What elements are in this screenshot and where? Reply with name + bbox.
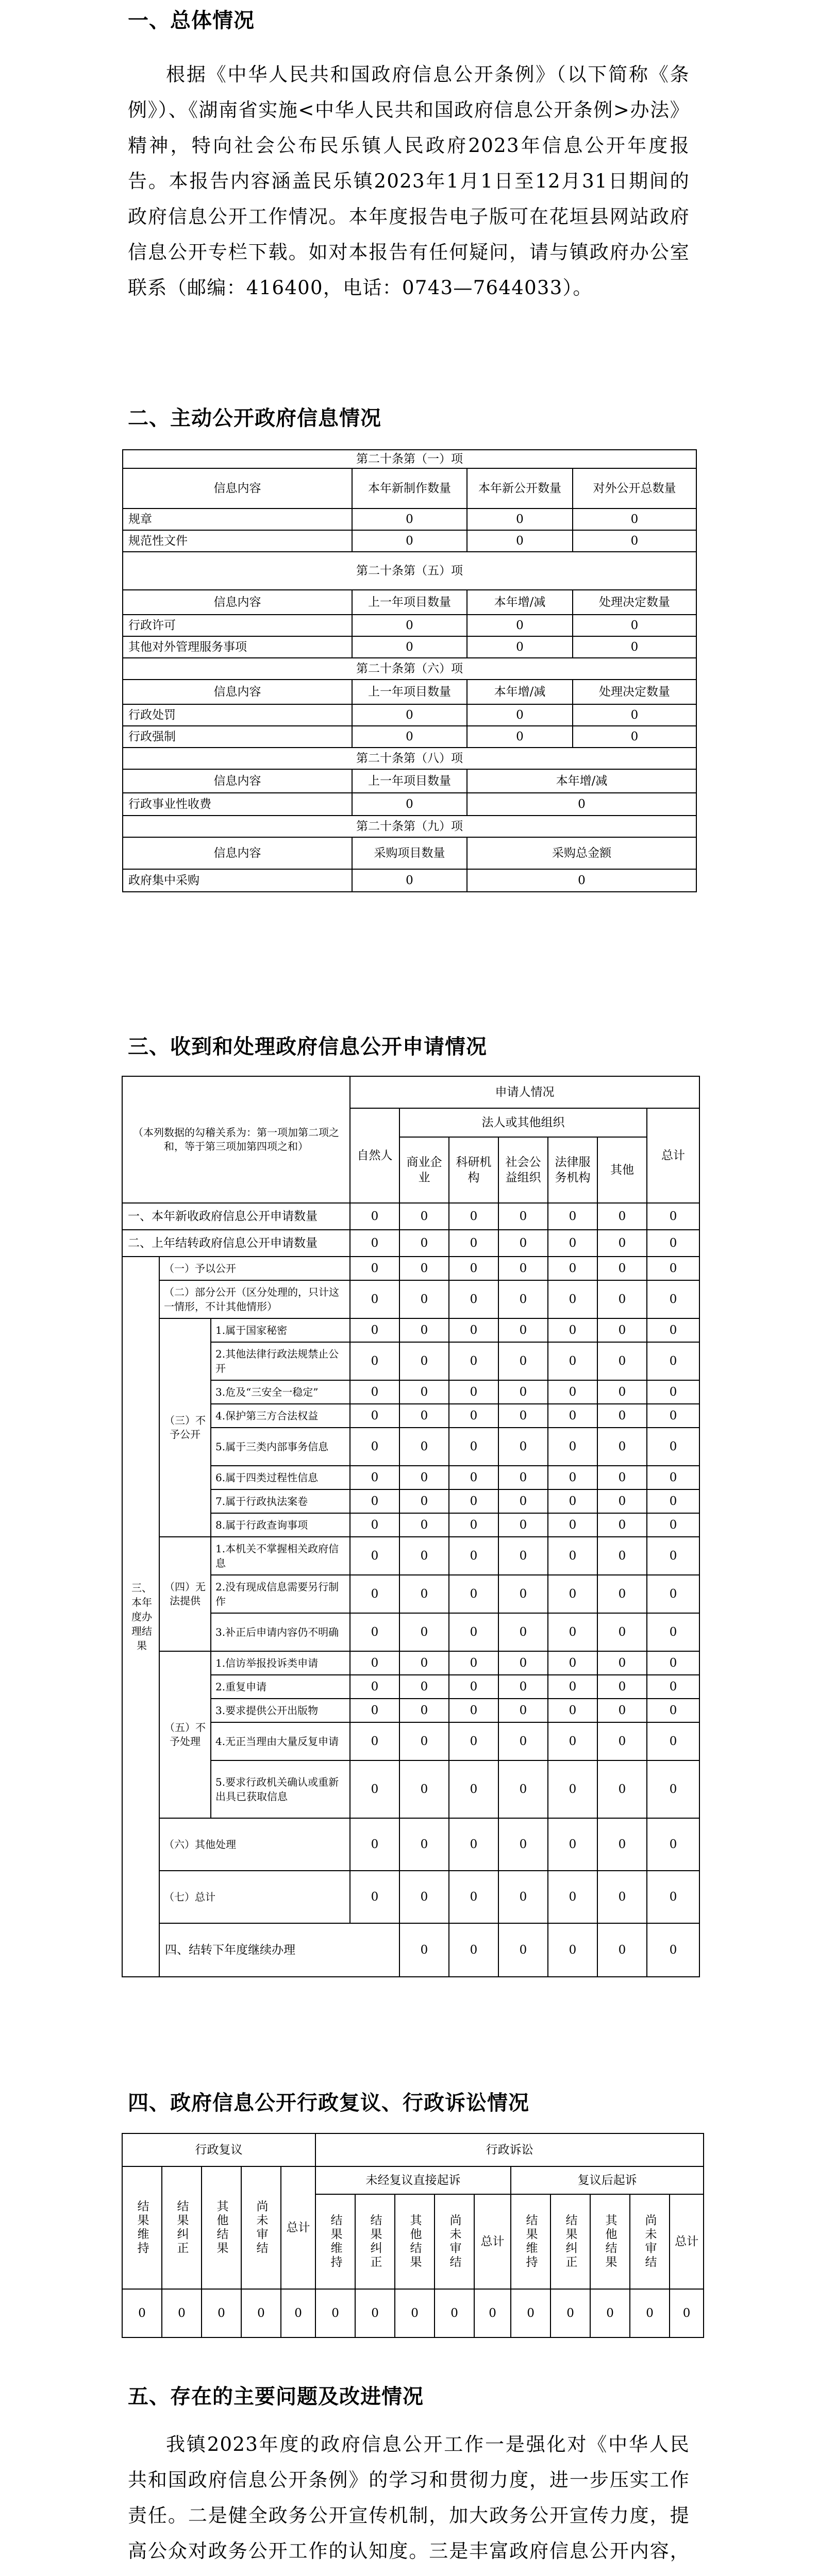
cell-value: 0 [449, 1466, 498, 1489]
cell-value: 0 [352, 530, 467, 552]
cell-value: 0 [399, 1722, 449, 1760]
cell-value: 0 [449, 1871, 498, 1923]
col-header: 对外公开总数量 [573, 468, 696, 509]
cell-value: 0 [241, 2289, 281, 2337]
corner-note: （本列数据的勾稽关系为：第一项加第二项之和，等于第三项加第四项之和） [122, 1076, 350, 1203]
col-header-review: 行政复议 [122, 2133, 315, 2166]
group-label-unavailable: （四）无法提供 [159, 1537, 211, 1651]
row-label-carry: 二、上年结转政府信息公开申请数量 [122, 1230, 350, 1257]
col-header: 其他结果 [202, 2166, 241, 2289]
row-label: 5.要求行政机关确认或重新出具已获取信息 [211, 1760, 350, 1818]
section-heading-requests: 三、收到和处理政府信息公开申请情况 [128, 1035, 487, 1059]
cell-value: 0 [352, 615, 467, 636]
cell-value: 0 [498, 1613, 548, 1651]
cell-value: 0 [498, 1871, 548, 1923]
cell-value: 0 [597, 1203, 647, 1230]
cell-value: 0 [597, 1760, 647, 1818]
cell-value: 0 [597, 1722, 647, 1760]
cell-value: 0 [122, 2289, 162, 2337]
cell-value: 0 [350, 1613, 399, 1651]
cell-value: 0 [548, 1404, 597, 1428]
row-label: （六）其他处理 [159, 1818, 350, 1871]
cell-value: 0 [399, 1318, 449, 1342]
col-header: 尚未审结 [630, 2194, 670, 2289]
cell-value: 0 [350, 1257, 399, 1280]
cell-value: 0 [449, 1818, 498, 1871]
cell-value: 0 [202, 2289, 241, 2337]
cell-value: 0 [647, 1342, 699, 1380]
col-header: 信息内容 [123, 590, 352, 615]
col-header: 处理决定数量 [573, 590, 696, 615]
col-header-litigation: 行政诉讼 [315, 2133, 704, 2166]
cell-value: 0 [467, 704, 573, 726]
cell-value: 0 [474, 2289, 511, 2337]
col-header: 信息内容 [123, 680, 352, 704]
row-label: 2.没有现成信息需要另行制作 [211, 1575, 350, 1613]
cell-value: 0 [670, 2289, 704, 2337]
cell-value: 0 [350, 1818, 399, 1871]
cell-value: 0 [597, 1575, 647, 1613]
row-label: 1.信访举报投诉类申请 [211, 1651, 350, 1675]
cell-value: 0 [399, 1675, 449, 1699]
col-header: 结果维持 [511, 2194, 550, 2289]
cell-value: 0 [350, 1466, 399, 1489]
row-label: （二）部分公开（区分处理的，只计这一情形，不计其他情形） [159, 1280, 350, 1318]
cell-value: 0 [352, 704, 467, 726]
group-label-results: 三、本年度办理结果 [122, 1257, 159, 1977]
cell-value: 0 [647, 1760, 699, 1818]
cell-value: 0 [467, 793, 696, 816]
cell-value: 0 [573, 509, 696, 530]
cell-value: 0 [350, 1651, 399, 1675]
row-label: 行政处罚 [123, 704, 352, 726]
col-header: 信息内容 [123, 769, 352, 793]
group-label-not-processed: （五）不予处理 [159, 1651, 211, 1818]
cell-value: 0 [647, 1818, 699, 1871]
row-label: 规范性文件 [123, 530, 352, 552]
cell-value: 0 [467, 509, 573, 530]
cell-value: 0 [449, 1318, 498, 1342]
cell-value: 0 [647, 1575, 699, 1613]
col-header-natural: 自然人 [350, 1108, 399, 1203]
col-header: 采购项目数量 [352, 837, 467, 869]
col-header: 本年新公开数量 [467, 468, 573, 509]
col-header-research: 科研机构 [449, 1137, 498, 1203]
cell-value: 0 [399, 1280, 449, 1318]
row-label: 6.属于四类过程性信息 [211, 1466, 350, 1489]
cell-value: 0 [395, 2289, 435, 2337]
cell-value: 0 [399, 1203, 449, 1230]
cell-value: 0 [548, 1675, 597, 1699]
cell-value: 0 [647, 1613, 699, 1651]
cell-value: 0 [548, 1699, 597, 1722]
col-header-total: 总计 [647, 1108, 699, 1203]
cell-value: 0 [352, 726, 467, 748]
cell-value: 0 [647, 1675, 699, 1699]
section-heading-proactive: 二、主动公开政府信息情况 [128, 406, 381, 430]
cell-value: 0 [399, 1342, 449, 1380]
row-label: 2.其他法律行政法规禁止公开 [211, 1342, 350, 1380]
cell-value: 0 [550, 2289, 590, 2337]
row-label: 3.补正后申请内容仍不明确 [211, 1613, 350, 1651]
cell-value: 0 [350, 1675, 399, 1699]
col-header-law: 法律服务机构 [548, 1137, 597, 1203]
cell-value: 0 [435, 2289, 474, 2337]
col-header: 尚未审结 [241, 2166, 281, 2289]
col-header: 上一年项目数量 [352, 590, 467, 615]
cell-value: 0 [350, 1760, 399, 1818]
cell-value: 0 [399, 1651, 449, 1675]
cell-value: 0 [548, 1575, 597, 1613]
col-header: 本年增/减 [467, 590, 573, 615]
row-label: 3.危及“三安全一稳定” [211, 1380, 350, 1404]
cell-value: 0 [449, 1380, 498, 1404]
cell-value: 0 [573, 704, 696, 726]
cell-value: 0 [449, 1428, 498, 1466]
article-title: 第二十条第（五）项 [123, 552, 696, 590]
cell-value: 0 [449, 1230, 498, 1257]
cell-value: 0 [498, 1651, 548, 1675]
cell-value: 0 [647, 1923, 699, 1977]
cell-value: 0 [597, 1871, 647, 1923]
cell-value: 0 [597, 1651, 647, 1675]
cell-value: 0 [647, 1722, 699, 1760]
cell-value: 0 [548, 1230, 597, 1257]
cell-value: 0 [449, 1513, 498, 1537]
article-title: 第二十条第（八）项 [123, 748, 696, 769]
cell-value: 0 [399, 1818, 449, 1871]
cell-value: 0 [350, 1871, 399, 1923]
col-header: 尚未审结 [435, 2194, 474, 2289]
cell-value: 0 [449, 1651, 498, 1675]
cell-value: 0 [350, 1404, 399, 1428]
cell-value: 0 [597, 1675, 647, 1699]
row-label: 1.本机关不掌握相关政府信息 [211, 1537, 350, 1575]
cell-value: 0 [498, 1318, 548, 1342]
cell-value: 0 [352, 793, 467, 816]
row-label: （一）予以公开 [159, 1257, 350, 1280]
article-title: 第二十条第（六）项 [123, 658, 696, 680]
cell-value: 0 [281, 2289, 315, 2337]
cell-value: 0 [350, 1722, 399, 1760]
cell-value: 0 [399, 1923, 449, 1977]
cell-value: 0 [597, 1257, 647, 1280]
cell-value: 0 [399, 1428, 449, 1466]
row-label: 3.要求提供公开出版物 [211, 1699, 350, 1722]
col-header-legal: 法人或其他组织 [399, 1108, 647, 1137]
cell-value: 0 [449, 1923, 498, 1977]
cell-value: 0 [449, 1342, 498, 1380]
cell-value: 0 [350, 1230, 399, 1257]
cell-value: 0 [498, 1513, 548, 1537]
cell-value: 0 [647, 1651, 699, 1675]
cell-value: 0 [597, 1513, 647, 1537]
cell-value: 0 [355, 2289, 395, 2337]
cell-value: 0 [548, 1318, 597, 1342]
cell-value: 0 [350, 1380, 399, 1404]
cell-value: 0 [647, 1230, 699, 1257]
cell-value: 0 [449, 1722, 498, 1760]
cell-value: 0 [597, 1613, 647, 1651]
cell-value: 0 [647, 1380, 699, 1404]
cell-value: 0 [498, 1404, 548, 1428]
row-label: 行政事业性收费 [123, 793, 352, 816]
col-header-direct: 未经复议直接起诉 [315, 2166, 511, 2194]
cell-value: 0 [467, 530, 573, 552]
cell-value: 0 [399, 1404, 449, 1428]
cell-value: 0 [399, 1257, 449, 1280]
row-label: 7.属于行政执法案卷 [211, 1489, 350, 1513]
cell-value: 0 [548, 1537, 597, 1575]
cell-value: 0 [498, 1818, 548, 1871]
col-header: 结果纠正 [162, 2166, 202, 2289]
cell-value: 0 [590, 2289, 630, 2337]
cell-value: 0 [548, 1257, 597, 1280]
cell-value: 0 [350, 1203, 399, 1230]
cell-value: 0 [573, 726, 696, 748]
cell-value: 0 [352, 636, 467, 658]
cell-value: 0 [449, 1537, 498, 1575]
cell-value: 0 [399, 1380, 449, 1404]
cell-value: 0 [449, 1257, 498, 1280]
col-header: 本年增/减 [467, 680, 573, 704]
row-label: 政府集中采购 [123, 869, 352, 892]
cell-value: 0 [399, 1489, 449, 1513]
row-label: 2.重复申请 [211, 1675, 350, 1699]
cell-value: 0 [548, 1342, 597, 1380]
cell-value: 0 [597, 1428, 647, 1466]
row-label: 其他对外管理服务事项 [123, 636, 352, 658]
cell-value: 0 [449, 1575, 498, 1613]
cell-value: 0 [399, 1466, 449, 1489]
cell-value: 0 [467, 726, 573, 748]
col-header-public: 社会公益组织 [498, 1137, 548, 1203]
col-header-other: 其他 [597, 1137, 647, 1203]
cell-value: 0 [511, 2289, 550, 2337]
cell-value: 0 [597, 1342, 647, 1380]
cell-value: 0 [449, 1203, 498, 1230]
col-header: 上一年项目数量 [352, 680, 467, 704]
problems-paragraph: 我镇2023年度的政府信息公开工作一是强化对《中华人民共和国政府信息公开条例》的学习和贯彻力度，进一步压实工作责任。二是健全政务公开宣传机制，加大政务公开宣传力度，提高公众对政务公开工作的认知度。三是丰富政府信息公开内容， [128, 2433, 690, 2562]
cell-value: 0 [548, 1613, 597, 1651]
cell-value: 0 [548, 1466, 597, 1489]
col-header: 上一年项目数量 [352, 769, 467, 793]
row-label: 行政许可 [123, 615, 352, 636]
cell-value: 0 [548, 1923, 597, 1977]
cell-value: 0 [162, 2289, 202, 2337]
cell-value: 0 [350, 1342, 399, 1380]
cell-value: 0 [449, 1675, 498, 1699]
cell-value: 0 [548, 1651, 597, 1675]
cell-value: 0 [597, 1280, 647, 1318]
cell-value: 0 [548, 1428, 597, 1466]
section-heading-problems: 五、存在的主要问题及改进情况 [128, 2385, 424, 2409]
cell-value: 0 [597, 1699, 647, 1722]
cell-value: 0 [399, 1575, 449, 1613]
cell-value: 0 [647, 1404, 699, 1428]
cell-value: 0 [647, 1699, 699, 1722]
cell-value: 0 [597, 1489, 647, 1513]
cell-value: 0 [498, 1675, 548, 1699]
cell-value: 0 [350, 1428, 399, 1466]
cell-value: 0 [399, 1230, 449, 1257]
row-label: 规章 [123, 509, 352, 530]
cell-value: 0 [467, 615, 573, 636]
cell-value: 0 [647, 1489, 699, 1513]
row-label: 5.属于三类内部事务信息 [211, 1428, 350, 1466]
article-title: 第二十条第（九）项 [123, 816, 696, 837]
cell-value: 0 [449, 1613, 498, 1651]
col-header: 处理决定数量 [573, 680, 696, 704]
col-header-business: 商业企业 [399, 1137, 449, 1203]
cell-value: 0 [449, 1760, 498, 1818]
cell-value: 0 [548, 1203, 597, 1230]
cell-value: 0 [498, 1923, 548, 1977]
row-label: 8.属于行政查询事项 [211, 1513, 350, 1537]
col-header: 总计 [474, 2194, 511, 2289]
col-header: 本年新制作数量 [352, 468, 467, 509]
cell-value: 0 [597, 1230, 647, 1257]
row-label: 4.保护第三方合法权益 [211, 1404, 350, 1428]
cell-value: 0 [498, 1230, 548, 1257]
row-label-new: 一、本年新收政府信息公开申请数量 [122, 1203, 350, 1230]
cell-value: 0 [548, 1513, 597, 1537]
cell-value: 0 [350, 1699, 399, 1722]
cell-value: 0 [498, 1342, 548, 1380]
cell-value: 0 [597, 1318, 647, 1342]
cell-value: 0 [573, 615, 696, 636]
cell-value: 0 [647, 1513, 699, 1537]
overview-paragraph: 根据《中华人民共和国政府信息公开条例》（以下简称《条例》）、《湖南省实施<中华人民共和国政府信息公开条例>办法》精神，特向社会公布民乐镇人民政府2023年信息公开年度报告。本报告内容涵盖民乐镇2023年1月1日至12月31日期间的政府信息公开工作情况。本年度报告电子版可在花垣县网站政府信息公开专栏下载。如对本报告有任何疑问，请与镇政府办公室联系（邮编：416400，电话：0743—7644033）。 [128, 63, 690, 299]
cell-value: 0 [647, 1257, 699, 1280]
cell-value: 0 [548, 1760, 597, 1818]
row-label: 1.属于国家秘密 [211, 1318, 350, 1342]
cell-value: 0 [498, 1257, 548, 1280]
cell-value: 0 [498, 1428, 548, 1466]
cell-value: 0 [597, 1818, 647, 1871]
cell-value: 0 [498, 1380, 548, 1404]
cell-value: 0 [350, 1280, 399, 1318]
col-header-applicant: 申请人情况 [350, 1076, 699, 1108]
col-header: 采购总金额 [467, 837, 696, 869]
cell-value: 0 [647, 1466, 699, 1489]
section-heading-review-litigation: 四、政府信息公开行政复议、行政诉讼情况 [128, 2091, 529, 2115]
row-label: （七）总计 [159, 1871, 350, 1923]
col-header: 信息内容 [123, 468, 352, 509]
cell-value: 0 [498, 1280, 548, 1318]
cell-value: 0 [498, 1760, 548, 1818]
cell-value: 0 [647, 1280, 699, 1318]
col-header: 本年增/减 [467, 769, 696, 793]
group-label-withheld: （三）不予公开 [159, 1318, 211, 1537]
cell-value: 0 [647, 1428, 699, 1466]
cell-value: 0 [498, 1466, 548, 1489]
proactive-disclosure-table [122, 449, 697, 892]
cell-value: 0 [449, 1404, 498, 1428]
cell-value: 0 [399, 1871, 449, 1923]
article-title: 第二十条第（一）项 [123, 450, 696, 468]
col-header: 其他结果 [590, 2194, 630, 2289]
cell-value: 0 [399, 1760, 449, 1818]
cell-value: 0 [498, 1575, 548, 1613]
cell-value: 0 [350, 1513, 399, 1537]
cell-value: 0 [548, 1871, 597, 1923]
cell-value: 0 [449, 1280, 498, 1318]
row-label-carry-next: 四、结转下年度继续办理 [159, 1923, 399, 1977]
col-header: 结果纠正 [355, 2194, 395, 2289]
cell-value: 0 [647, 1871, 699, 1923]
cell-value: 0 [573, 530, 696, 552]
cell-value: 0 [597, 1537, 647, 1575]
cell-value: 0 [350, 1575, 399, 1613]
cell-value: 0 [498, 1722, 548, 1760]
col-header-after: 复议后起诉 [511, 2166, 704, 2194]
row-label: 行政强制 [123, 726, 352, 748]
cell-value: 0 [467, 636, 573, 658]
col-header: 总计 [670, 2194, 704, 2289]
cell-value: 0 [548, 1380, 597, 1404]
requests-table [122, 1076, 700, 1977]
cell-value: 0 [498, 1537, 548, 1575]
cell-value: 0 [498, 1203, 548, 1230]
cell-value: 0 [548, 1280, 597, 1318]
cell-value: 0 [467, 869, 696, 892]
cell-value: 0 [597, 1404, 647, 1428]
section-heading-overview: 一、总体情况 [128, 9, 255, 32]
row-label: 4.无正当理由大量反复申请 [211, 1722, 350, 1760]
cell-value: 0 [498, 1489, 548, 1513]
review-litigation-table [122, 2133, 704, 2338]
cell-value: 0 [647, 1537, 699, 1575]
cell-value: 0 [399, 1513, 449, 1537]
cell-value: 0 [350, 1489, 399, 1513]
col-header: 结果维持 [122, 2166, 162, 2289]
cell-value: 0 [548, 1722, 597, 1760]
cell-value: 0 [630, 2289, 670, 2337]
cell-value: 0 [548, 1489, 597, 1513]
cell-value: 0 [449, 1489, 498, 1513]
col-header: 结果纠正 [550, 2194, 590, 2289]
cell-value: 0 [315, 2289, 355, 2337]
cell-value: 0 [350, 1537, 399, 1575]
cell-value: 0 [548, 1818, 597, 1871]
cell-value: 0 [647, 1318, 699, 1342]
cell-value: 0 [352, 869, 467, 892]
cell-value: 0 [647, 1203, 699, 1230]
cell-value: 0 [498, 1699, 548, 1722]
col-header: 其他结果 [395, 2194, 435, 2289]
cell-value: 0 [597, 1923, 647, 1977]
cell-value: 0 [399, 1613, 449, 1651]
cell-value: 0 [399, 1537, 449, 1575]
cell-value: 0 [449, 1699, 498, 1722]
cell-value: 0 [350, 1318, 399, 1342]
col-header: 总计 [281, 2166, 315, 2289]
cell-value: 0 [597, 1380, 647, 1404]
cell-value: 0 [399, 1699, 449, 1722]
col-header: 结果维持 [315, 2194, 355, 2289]
col-header: 信息内容 [123, 837, 352, 869]
cell-value: 0 [573, 636, 696, 658]
cell-value: 0 [597, 1466, 647, 1489]
cell-value: 0 [352, 509, 467, 530]
